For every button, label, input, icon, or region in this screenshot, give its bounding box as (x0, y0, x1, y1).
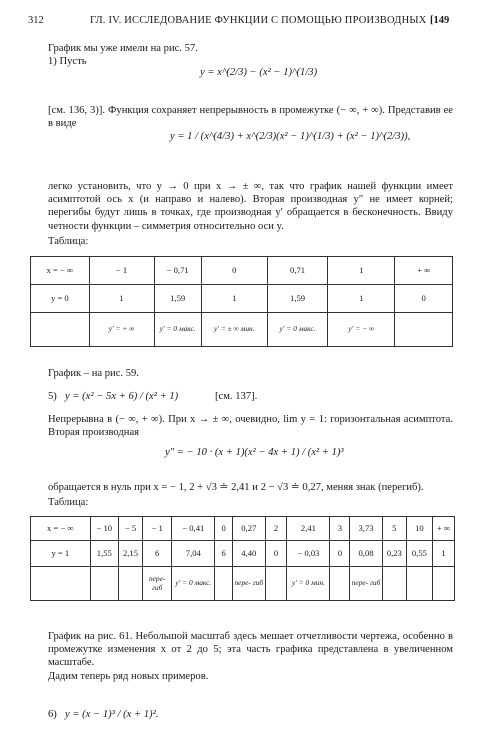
table-cell: пере- гиб (233, 567, 265, 601)
table-cell: 2,41 (287, 517, 330, 541)
table-cell: y′ = 0 макс. (267, 313, 328, 347)
table-cell: 3 (330, 517, 350, 541)
paragraph-3: Непрерывна в (− ∞, + ∞). При x → ± ∞, очевидно, lim y = 1: горизонтальная асимптота. Вторая производная (48, 414, 453, 439)
values-table-2 (30, 516, 455, 601)
item-1-label: 1) Пусть (48, 56, 87, 67)
item-6-label: 6) (48, 709, 57, 720)
table-cell: − 1 (143, 517, 172, 541)
table-cell: 1 (328, 285, 395, 313)
table-cell (265, 567, 287, 601)
table-2-label: Таблица: (48, 497, 89, 508)
table-cell (90, 567, 118, 601)
paragraph-4: обращается в нуль при x = − 1, 2 + √3 ≐ 2,41 и 2 − √3 ≐ 0,27, меняя знак (перегиб). (48, 482, 424, 493)
table-cell (395, 313, 453, 347)
table-cell: 1,59 (154, 285, 201, 313)
table-cell: 2 (265, 517, 287, 541)
table-cell: − 0,03 (287, 541, 330, 567)
table-cell: 1 (328, 257, 395, 285)
values-table-1 (30, 256, 453, 347)
paragraph-2: легко установить, что y → 0 при x → ± ∞, так что график нашей функции имеет асимптотой ось x (и направо и налево). Вторая производная y″ не имеет корней; перегибы будут лишь в точках, где производная y′ обращается в бесконечность. Ввиду четности функции – симметрия относительно оси y. (48, 181, 453, 232)
table-cell: пере- гиб (350, 567, 382, 601)
table-1-label: Таблица: (48, 236, 89, 247)
table-1-row-y (31, 285, 453, 313)
formula-2 (170, 130, 410, 143)
table-cell: 1,55 (90, 541, 118, 567)
formula-6-text: y″ = − 10 · (x + 1)(x² − 4x + 1) / (x² + 1)³ (165, 447, 344, 458)
graph-reference-1: График – на рис. 59. (48, 368, 139, 379)
item-5-label: 5) (48, 391, 57, 402)
formula-2-text: y = 1 / (x^(4/3) + x^(2/3)(x² − 1)^(1/3) + (x² − 1)^(2/3)), (170, 131, 411, 142)
table-cell: + ∞ (433, 517, 455, 541)
table-cell: − 1 (89, 257, 154, 285)
formula-5 (65, 390, 178, 403)
table-cell: 0,55 (406, 541, 432, 567)
formula-5-text: y = (x² − 5x + 6) / (x² + 1) (65, 391, 179, 402)
table-cell: − 10 (90, 517, 118, 541)
table-cell: 0,08 (350, 541, 382, 567)
table-cell: 1 (201, 285, 267, 313)
table-cell: − 0,71 (154, 257, 201, 285)
table-cell (118, 567, 142, 601)
paragraph-6: Дадим теперь ряд новых примеров. (48, 671, 209, 682)
table-cell: 10 (406, 517, 432, 541)
page-number: 312 (28, 15, 44, 26)
table-cell: 6 (215, 541, 233, 567)
paragraph-5: График на рис. 61. Небольшой масштаб здесь мешает отчетливости чертежа, особенно в промежутке изменения x от 2 до 5; эта часть графика представлена в увеличенном масштабе. (48, 631, 453, 669)
table-2-row-x (31, 517, 455, 541)
table-cell: 0,27 (233, 517, 265, 541)
table-cell: 1 (433, 541, 455, 567)
table-cell: 0 (215, 517, 233, 541)
table-cell: 3,73 (350, 517, 382, 541)
table-cell: 0 (395, 285, 453, 313)
intro-line: График мы уже имели на рис. 57. (48, 43, 198, 54)
table-2-row-y (31, 541, 455, 567)
table-cell: y′ = − ∞ (328, 313, 395, 347)
table-cell: y′ = 0 мин. (287, 567, 330, 601)
table-cell: 1 (89, 285, 154, 313)
table-cell: 0 (201, 257, 267, 285)
table-cell (433, 567, 455, 601)
table-cell: 4,40 (233, 541, 265, 567)
table-cell: y′ = ± ∞ мин. (201, 313, 267, 347)
table-cell: 7,04 (172, 541, 215, 567)
table-cell: x = − ∞ (31, 517, 91, 541)
table-cell: 5 (382, 517, 406, 541)
table-cell: 0,71 (267, 257, 328, 285)
formula-6 (165, 446, 344, 459)
table-cell: 6 (143, 541, 172, 567)
formula-7 (65, 708, 158, 721)
table-cell: x = − ∞ (31, 257, 90, 285)
table-cell: y = 1 (31, 541, 91, 567)
paragraph-1: [см. 136, 3)]. Функция сохраняет непрерывность в промежутке (− ∞, + ∞). Представив ее в виде (48, 105, 453, 130)
table-cell (31, 313, 90, 347)
table-cell: y′ = 0 макс. (172, 567, 215, 601)
table-cell: + ∞ (395, 257, 453, 285)
table-cell: − 5 (118, 517, 142, 541)
table-cell (330, 567, 350, 601)
section-number: [149 (430, 15, 450, 26)
table-cell: 0,23 (382, 541, 406, 567)
table-cell: y′ = + ∞ (89, 313, 154, 347)
formula-1-text: y = x^(2/3) − (x² − 1)^(1/3) (200, 67, 318, 78)
table-cell (215, 567, 233, 601)
table-cell: 0 (330, 541, 350, 567)
formula-1 (200, 66, 317, 79)
table-cell: y = 0 (31, 285, 90, 313)
table-cell: пере- гиб (143, 567, 172, 601)
table-cell (406, 567, 432, 601)
table-1-row-x (31, 257, 453, 285)
table-cell: 0 (265, 541, 287, 567)
table-cell: 2,15 (118, 541, 142, 567)
table-cell: y′ = 0 макс. (154, 313, 201, 347)
formula-7-text: y = (x − 1)³ / (x + 1)². (65, 709, 159, 720)
table-cell (31, 567, 91, 601)
table-cell: − 0,41 (172, 517, 215, 541)
table-cell (382, 567, 406, 601)
item-5-reference: [см. 137]. (215, 391, 258, 402)
table-1-row-notes (31, 313, 453, 347)
table-cell: 1,59 (267, 285, 328, 313)
table-2-row-notes (31, 567, 455, 601)
chapter-title: ГЛ. IV. ИССЛЕДОВАНИЕ ФУНКЦИИ С ПОМОЩЬЮ ПРОИЗВОДНЫХ (90, 15, 427, 26)
